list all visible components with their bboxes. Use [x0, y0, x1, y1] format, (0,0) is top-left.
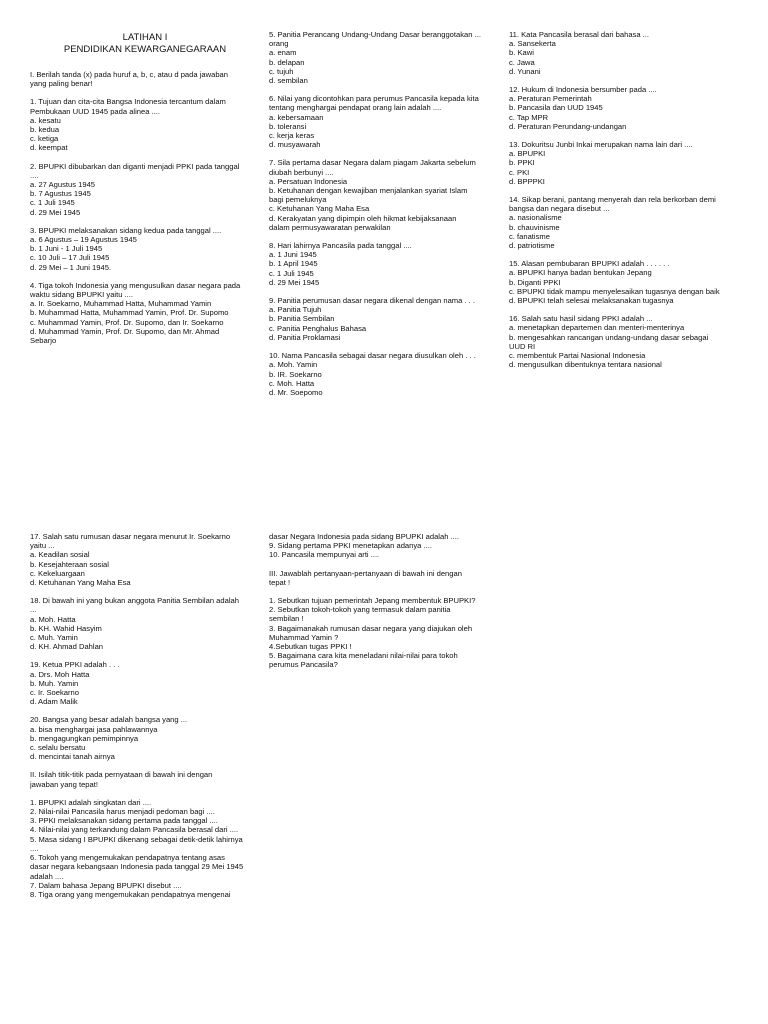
text-line: c. 10 Juli – 17 Juli 1945: [30, 253, 110, 263]
text-line: b. mengagungkan pemimpinnya: [30, 733, 139, 743]
text-line: c. 1 Juli 1945: [269, 268, 314, 278]
text-line: b. IR. Soekarno: [269, 369, 322, 379]
text-line: b. KH. Wahid Hasyim: [30, 623, 102, 633]
text-line: c. Jawa: [509, 57, 535, 67]
text-line: c. Tap MPR: [509, 112, 549, 122]
text-line: 1. Sebutkan tujuan pemerintah Jepang membentuk BPUPKI?: [269, 596, 476, 606]
text-line: 12. Hukum di Indonesia bersumber pada ....: [509, 85, 657, 95]
text-line: 4. Nilai-nilai yang terkandung dalam Pancasila berasal dari ....: [30, 825, 239, 835]
spacer: [509, 186, 749, 195]
text-line: ...: [30, 605, 37, 615]
text-line: b. mengesahkan rancangan undang-undang dasar sebagai: [509, 332, 709, 342]
text-line: yaitu ...: [30, 541, 55, 551]
text-line: c. BPUPKI tidak mampu menyelesaikan tugasnya dengan baik: [509, 286, 720, 296]
spacer: [30, 88, 270, 97]
text-line: a. Moh. Yamin: [269, 360, 318, 370]
spacer: [30, 153, 270, 162]
text-line: 4. Tiga tokoh Indonesia yang mengusulkan dasar negara pada: [30, 280, 241, 290]
text-line: dasar Negara Indonesia pada sidang BPUPKI adalah ....: [269, 532, 459, 541]
text-line: a. BPUPKI hanya badan bentukan Jepang: [509, 268, 652, 278]
text-line: d. 29 Mei – 1 Juni 1945.: [30, 262, 112, 272]
text-line: I. Berilah tanda (x) pada huruf a, b, c, atau d pada jawaban: [30, 70, 228, 79]
text-line: c. fanatisme: [509, 231, 550, 241]
text-line: c. Panitia Penghalus Bahasa: [269, 323, 367, 333]
text-line: a. Peraturan Pemerintah: [509, 94, 592, 104]
text-line: II. Isilah titik-titik pada pernyataan di bawah ini dengan: [30, 770, 213, 780]
text-line: a. Keadilan sosial: [30, 550, 90, 560]
text-line: a. BPUPKI: [509, 149, 546, 159]
text-line: d. KH. Ahmad Dahlan: [30, 642, 104, 652]
text-line: b. Diganti PPKI: [509, 277, 561, 287]
text-line: 2. BPUPKI dibubarkan dan diganti menjadi PPKI pada tanggal: [30, 161, 240, 171]
text-line: 16. Salah satu hasil sidang PPKI adalah ...: [509, 314, 653, 324]
text-line: 5. Bagaimana cara kita meneladani nilai-nilai para tokoh: [269, 651, 458, 661]
spacer: [269, 232, 509, 241]
text-line: c. selalu bersatu: [30, 743, 86, 753]
text-line: 3. BPUPKI melaksanakan sidang kedua pada tanggal ....: [30, 225, 222, 235]
text-line: orang: [269, 39, 289, 49]
text-line: dalam permusyawaratan perwakilan: [269, 222, 391, 232]
text-line: d. Mr. Soepomo: [269, 387, 323, 397]
text-line: 2. Nilai-nilai Pancasila harus menjadi pedoman bagi ....: [30, 807, 215, 817]
page2-column-2: [269, 532, 509, 670]
text-line: b. 7 Agustus 1945: [30, 189, 91, 199]
text-line: a. Drs. Moh Hatta: [30, 669, 90, 679]
text-line: d. BPUPKI telah selesai melaksanakan tugasnya: [509, 296, 674, 306]
text-line: a. Ir. Soekarno, Muhammad Hatta, Muhammad Yamin: [30, 299, 212, 309]
spacer: [509, 76, 749, 85]
text-line: c. 1 Juli 1945: [30, 198, 75, 208]
text-line: ....: [30, 170, 39, 180]
text-line: 14. Sikap berani, pantang menyerah dan rela berkorban demi: [509, 195, 716, 205]
text-line: c. ketiga: [30, 134, 59, 144]
text-line: b. chauvinisme: [509, 222, 560, 232]
spacer: [509, 131, 749, 140]
text-line: d. 29 Mei 1945: [269, 277, 320, 287]
spacer: [30, 217, 270, 226]
text-line: c. Muh. Yamin: [30, 633, 78, 643]
text-line: 9. Sidang pertama PPKI menetapkan adanya ....: [269, 541, 432, 551]
text-line: yang paling benar!: [30, 79, 93, 89]
text-line: c. Kekeluargaan: [30, 568, 85, 578]
text-line: b. 1 Juni - 1 Juli 1945: [30, 244, 103, 254]
text-line: a. 27 Agustus 1945: [30, 180, 96, 190]
text-line: 9. Panitia perumusan dasar negara dikenal dengan nama . . .: [269, 296, 476, 306]
text-line: b. Pancasila dan UUD 1945: [509, 103, 603, 113]
text-line: perumus Pancasila?: [269, 660, 338, 670]
text-line: 5. Masa sidang I BPUPKI dikenang sebagai detik-detik lahirnya: [30, 834, 243, 844]
spacer: [269, 149, 509, 158]
text-line: b. Kawi: [509, 48, 534, 58]
text-line: a. Persatuan Indonesia: [269, 176, 348, 186]
spacer: [30, 272, 270, 281]
text-line: 2. Sebutkan tokoh-tokoh yang termasuk dalam panitia: [269, 605, 451, 615]
text-line: b. 1 April 1945: [269, 259, 318, 269]
text-line: bangsa dan negara disebut ...: [509, 204, 610, 214]
text-line: d. musyawarah: [269, 140, 321, 150]
text-line: a. nasionalisme: [509, 213, 562, 223]
text-line: d. Kerakyatan yang dipimpin oleh hikmat kebijaksanaan: [269, 213, 457, 223]
spacer: [30, 706, 270, 715]
text-line: 17. Salah satu rumusan dasar negara menurut Ir. Soekarno: [30, 532, 231, 541]
text-line: b. Panitia Sembilan: [269, 314, 335, 324]
page1-column-1: [30, 70, 270, 345]
text-line: b. kedua: [30, 125, 60, 135]
text-line: ....: [30, 843, 39, 853]
text-line: c. tujuh: [269, 66, 294, 76]
text-line: 6. Nilai yang dicontohkan para perumus Pancasila kepada kita: [269, 94, 479, 104]
text-line: 1. BPUPKI adalah singkatan dari ....: [30, 797, 152, 807]
text-line: b. toleransi: [269, 121, 307, 131]
text-line: 19. Ketua PPKI adalah . . .: [30, 660, 120, 670]
text-line: 7. Dalam bahasa Jepang BPUPKI disebut ....: [30, 880, 182, 890]
text-line: 6. Tokoh yang mengemukakan pendapatnya tentang asas: [30, 853, 225, 863]
text-line: a. Panitia Tujuh: [269, 305, 322, 315]
text-line: c. kerja keras: [269, 131, 315, 141]
text-line: 8. Hari lahirnya Pancasila pada tanggal ....: [269, 241, 412, 251]
text-line: a. kesatu: [30, 115, 61, 125]
text-line: d. BPPPKI: [509, 176, 545, 186]
text-line: a. 6 Agustus – 19 Agustus 1945: [30, 235, 137, 245]
text-line: c. Muhammad Yamin, Prof. Dr. Supomo, dan Ir. Soekarno: [30, 317, 224, 327]
text-line: adalah ....: [30, 871, 64, 881]
text-line: 15. Alasan pembubaran BPUPKI adalah . . . . . .: [509, 259, 670, 269]
text-line: a. 1 Juni 1945: [269, 250, 317, 260]
worksheet-title: LATIHAN I: [122, 32, 168, 43]
worksheet-subtitle: PENDIDIKAN KEWARGANEGARAAN: [63, 44, 227, 55]
text-line: jawaban yang tepat!: [30, 779, 98, 789]
spacer: [269, 342, 509, 351]
text-line: 8. Tiga orang yang mengemukakan pendapatnya mengenai: [30, 889, 231, 899]
spacer: [30, 789, 270, 798]
text-line: 10. Pancasila mempunyai arti ....: [269, 550, 380, 560]
text-line: bagi pemeluknya: [269, 195, 327, 205]
text-line: 18. Di bawah ini yang bukan anggota Panitia Sembilan adalah: [30, 596, 239, 606]
text-line: a. Moh. Hatta: [30, 614, 76, 624]
text-line: b. Muh. Yamin: [30, 678, 79, 688]
text-line: sembilan !: [269, 614, 304, 624]
text-line: d. Peraturan Perundang-undangan: [509, 121, 627, 131]
text-line: d. Panitia Proklamasi: [269, 332, 341, 342]
text-line: d. 29 Mei 1945: [30, 207, 81, 217]
text-line: dasar negara kebangsaan Indonesia pada tanggal 29 Mei 1945: [30, 862, 244, 872]
page1-column-2: [269, 30, 509, 397]
text-line: d. patriotisme: [509, 241, 555, 251]
spacer: [509, 250, 749, 259]
text-line: b. Muhammad Hatta, Muhammad Yamin, Prof. Dr. Supomo: [30, 308, 229, 318]
spacer: [269, 287, 509, 296]
text-line: 5. Panitia Perancang Undang-Undang Dasar beranggotakan ...: [269, 30, 481, 39]
page1-column-3: [509, 30, 749, 370]
text-line: 7. Sila pertama dasar Negara dalam piagam Jakarta sebelum: [269, 158, 476, 168]
text-line: d. mengusulkan dibentuknya tentara nasional: [509, 360, 662, 370]
text-line: 20. Bangsa yang besar adalah bangsa yang ...: [30, 715, 188, 725]
text-line: 10. Nama Pancasila sebagai dasar negara diusulkan oleh . . .: [269, 351, 476, 361]
text-line: 13. Dokuritsu Junbi Inkai merupakan nama lain dari ....: [509, 140, 693, 150]
text-line: waktu sidang BPUPKI yaitu ....: [30, 290, 133, 300]
text-line: a. kebersamaan: [269, 112, 324, 122]
text-line: b. Ketuhanan dengan kewajiban menjalankan syariat Islam: [269, 186, 468, 196]
spacer: [30, 761, 270, 770]
text-line: c. Moh. Hatta: [269, 378, 315, 388]
text-line: c. membentuk Partai Nasional Indonesia: [509, 351, 646, 361]
spacer: [30, 651, 270, 660]
text-line: d. Yunani: [509, 66, 541, 76]
text-line: a. enam: [269, 48, 297, 58]
text-line: 3. PPKI melaksanakan sidang pertama pada tanggal ....: [30, 816, 218, 826]
text-line: b. delapan: [269, 57, 305, 67]
text-line: d. keempat: [30, 143, 68, 153]
text-line: d. Muhammad Yamin, Prof. Dr. Supomo, dan Mr. Ahmad: [30, 326, 220, 336]
text-line: tentang menghargai pendapat orang lain adalah ....: [269, 103, 442, 113]
text-line: diubah berbunyi ....: [269, 167, 334, 177]
text-line: d. mencintai tanah airnya: [30, 752, 115, 762]
text-line: UUD RI: [509, 341, 536, 351]
spacer: [30, 587, 270, 596]
text-line: b. Kesejahteraan sosial: [30, 559, 109, 569]
text-line: c. Ir. Soekarno: [30, 688, 79, 698]
text-line: d. sembilan: [269, 76, 308, 86]
text-line: d. Adam Malik: [30, 697, 78, 707]
page2-column-1: [30, 532, 270, 899]
spacer: [509, 305, 749, 314]
text-line: 11. Kata Pancasila berasal dari bahasa ...: [509, 30, 650, 39]
text-line: Sebarjo: [30, 336, 57, 346]
text-line: 3. Bagaimanakah rumusan dasar negara yang diajukan oleh: [269, 623, 473, 633]
text-line: tepat !: [269, 577, 291, 587]
text-line: a. bisa menghargai jasa pahlawannya: [30, 724, 158, 734]
text-line: a. menetapkan departemen dan menteri-menterinya: [509, 323, 685, 333]
spacer: [269, 85, 509, 94]
text-line: III. Jawablah pertanyaan-pertanyaan di bawah ini dengan: [269, 568, 462, 578]
text-line: b. PPKI: [509, 158, 535, 168]
spacer: [269, 587, 509, 596]
spacer: [269, 560, 509, 569]
text-line: Muhammad Yamin ?: [269, 632, 339, 642]
text-line: c. Ketuhanan Yang Maha Esa: [269, 204, 370, 214]
text-line: 1. Tujuan dan cita-cita Bangsa Indonesia tercantum dalam: [30, 97, 226, 107]
text-line: a. Sansekerta: [509, 39, 556, 49]
text-line: c. PKI: [509, 167, 530, 177]
text-line: d. Ketuhanan Yang Maha Esa: [30, 578, 131, 588]
text-line: Pembukaan UUD 1945 pada alinea ....: [30, 106, 161, 116]
text-line: 4.Sebutkan tugas PPKI !: [269, 642, 352, 652]
